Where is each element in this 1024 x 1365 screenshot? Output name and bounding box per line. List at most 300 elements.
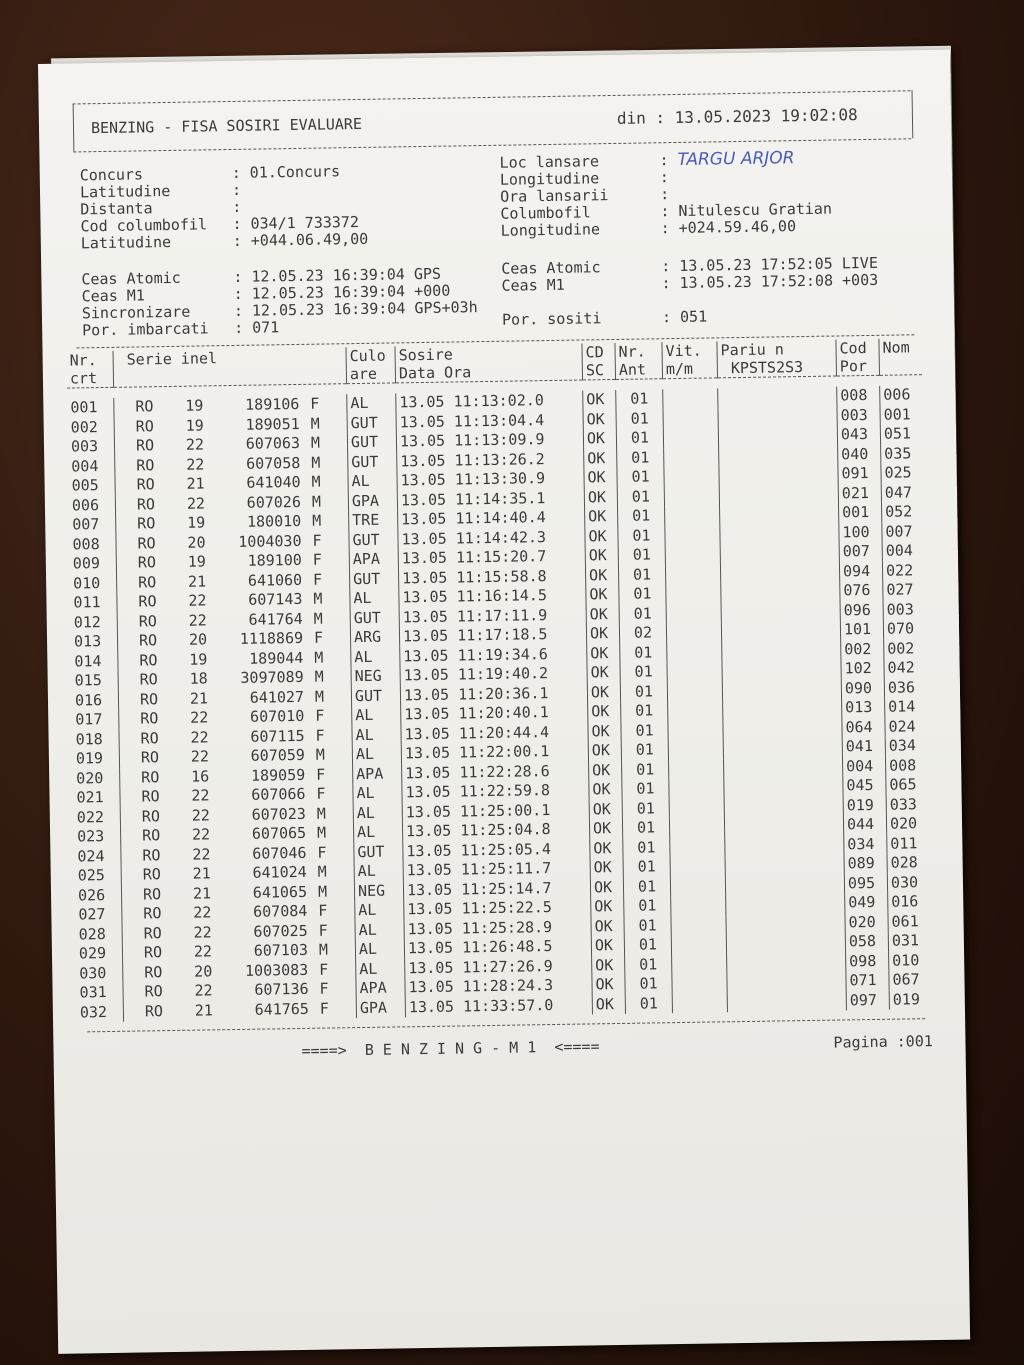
cell-cd: OK [584, 448, 617, 468]
cell-cd: OK [592, 955, 625, 975]
ring-year: 16 [191, 766, 210, 786]
cell-ant: 01 [625, 955, 672, 975]
ring-sex: M [311, 453, 321, 472]
cell-nom: 008 [885, 756, 928, 776]
cell-vit [671, 895, 726, 915]
cell-culoare: AL [354, 861, 403, 881]
ring-sex: F [318, 901, 328, 920]
cell-cod: 044 [843, 815, 886, 835]
cell-pariu [727, 971, 846, 992]
ring-year: 22 [191, 805, 210, 825]
cell-culoare: AL [353, 803, 402, 823]
cell-cd: OK [587, 663, 620, 683]
ring-country: RO [139, 689, 159, 708]
cell-cd: OK [590, 838, 623, 858]
ring-sex: M [317, 882, 328, 901]
cell-serie [123, 999, 356, 1022]
clock-left-value: 12.05.23 16:39:04 GPS+03h [251, 298, 478, 320]
cell-ant: 01 [620, 682, 667, 702]
cell-ant: 01 [624, 896, 671, 916]
cell-cod: 007 [839, 542, 882, 562]
ring-sex: M [313, 609, 323, 628]
ring-year: 22 [190, 747, 210, 766]
cell-culoare: APA [353, 764, 402, 784]
cell-culoare: GUT [347, 413, 396, 433]
ring-country: RO [136, 475, 155, 494]
cell-ant: 01 [623, 877, 670, 897]
cell-sosire: 13.05 11:14:42.3 [398, 527, 585, 549]
cell-nr: 008 [72, 534, 100, 554]
ring-year: 22 [191, 825, 211, 844]
cell-ant: 01 [622, 799, 669, 819]
ring-country: RO [144, 962, 163, 981]
cell-cod: 100 [839, 522, 882, 542]
cell-nom: 035 [881, 444, 924, 464]
clock-left-value: 071 [252, 318, 280, 337]
cell-nr: 030 [79, 963, 107, 982]
cell-nom: 036 [884, 678, 927, 698]
cell-culoare: AL [351, 647, 400, 667]
cell-nr: 018 [75, 729, 103, 748]
cell-nr: 019 [75, 749, 104, 768]
cell-cd: OK [586, 585, 619, 605]
cell-nr: 031 [79, 983, 107, 1002]
clock-right-key: Por. sositi [501, 309, 602, 329]
cell-culoare: NEG [354, 881, 403, 901]
info-right-value: TARGU ARJOR [677, 148, 795, 170]
cell-pariu [723, 718, 842, 739]
col-culoare: Culo are [346, 346, 396, 383]
ring-number: 607059 [250, 745, 306, 765]
cell-cod: 002 [841, 639, 884, 659]
ring-year: 21 [186, 474, 205, 493]
ring-sex: F [312, 570, 323, 589]
cell-culoare: AL [355, 939, 404, 959]
ring-number: 641065 [252, 882, 308, 902]
cell-pariu [722, 659, 841, 680]
cell-cod: 013 [842, 698, 885, 718]
cell-cd: OK [588, 702, 621, 722]
ring-country: RO [135, 416, 154, 436]
cell-cd: OK [586, 604, 619, 624]
cell-sosire: 13.05 11:17:18.5 [399, 624, 586, 646]
ring-sex: F [313, 628, 324, 647]
ring-year: 19 [189, 649, 208, 669]
info-right-sep: : [660, 219, 670, 238]
cell-pariu [718, 425, 837, 446]
cell-vit [669, 817, 724, 837]
ring-number: 641024 [252, 862, 307, 882]
cell-nr: 017 [75, 710, 103, 729]
cell-sosire: 13.05 11:20:40.1 [401, 702, 588, 724]
cell-cd: OK [592, 975, 625, 995]
cell-nom: 028 [887, 853, 930, 873]
cell-culoare: AL [355, 900, 404, 920]
col-sosire: Sosire Data Ora [395, 343, 583, 382]
ring-number: 189051 [245, 414, 300, 434]
ring-year: 21 [194, 1000, 214, 1020]
cell-nom: 004 [882, 541, 925, 561]
ring-year: 22 [192, 844, 211, 864]
info-right-line [501, 218, 833, 240]
cell-nr: 021 [76, 788, 104, 807]
cell-cd: OK [589, 799, 622, 819]
cell-pariu [720, 503, 839, 524]
ring-number: 1004030 [238, 531, 302, 551]
cell-nom: 006 [880, 385, 923, 405]
ring-country: RO [138, 592, 157, 611]
cell-nom: 003 [883, 600, 926, 620]
col-nom: Nom [879, 338, 922, 375]
print-datetime: din : 13.05.2023 19:02:08 [616, 105, 858, 128]
ring-sex: F [315, 726, 325, 745]
clock-right-line [502, 306, 879, 329]
ring-year: 22 [186, 493, 206, 513]
info-left-key: Distanta [80, 199, 153, 219]
ring-sex: F [315, 706, 325, 725]
cell-nr: 014 [74, 651, 102, 671]
cell-sosire: 13.05 11:25:11.7 [403, 858, 590, 880]
cell-cod: 064 [842, 717, 885, 737]
cell-sosire: 13.05 11:17:11.9 [399, 605, 586, 627]
cell-nr: 012 [73, 612, 102, 632]
cell-nom: 019 [889, 990, 932, 1010]
cell-culoare: AL [348, 471, 397, 491]
ring-sex: M [314, 667, 324, 686]
ring-sex: F [316, 784, 326, 803]
ring-country: RO [141, 826, 161, 845]
ring-country: RO [142, 865, 161, 884]
cell-nr: 013 [73, 632, 102, 651]
ring-sex: M [317, 862, 327, 881]
cell-cd: OK [589, 780, 622, 800]
ring-country: RO [137, 533, 156, 552]
cell-vit [672, 993, 727, 1013]
cell-ant: 01 [618, 545, 665, 565]
cell-ant: 01 [616, 389, 663, 409]
cell-cod: 043 [837, 425, 880, 445]
clock-right-key [502, 305, 662, 308]
cell-sosire: 13.05 11:13:04.4 [396, 410, 583, 432]
ring-year: 22 [191, 786, 210, 805]
info-right-key: Ora lansarii [500, 186, 609, 206]
cell-cod: 058 [845, 932, 888, 952]
cell-pariu [727, 952, 846, 973]
cell-pariu [720, 523, 839, 544]
ring-number: 607023 [251, 804, 306, 824]
cell-vit [663, 427, 718, 447]
cell-cd: OK [583, 409, 616, 429]
clock-right-sep: : [661, 308, 672, 327]
ring-country: RO [135, 436, 155, 455]
cell-vit [671, 934, 726, 954]
ring-number: 607115 [250, 726, 305, 746]
ring-sex: M [310, 433, 321, 452]
cell-vit [668, 739, 723, 759]
cell-pariu [726, 932, 845, 953]
ring-number: 607010 [249, 706, 305, 726]
cell-cod: 089 [844, 854, 887, 874]
ring-year: 22 [185, 435, 205, 454]
info-right-key: Columbofil [500, 203, 591, 223]
clock-left [81, 265, 478, 339]
ring-year: 22 [193, 942, 213, 961]
cell-pariu [721, 581, 840, 602]
cell-sosire: 13.05 11:25:22.5 [404, 897, 591, 919]
cell-culoare: AL [353, 783, 402, 803]
cell-cod: 095 [844, 873, 887, 893]
cell-pariu [722, 640, 841, 661]
ring-country: RO [140, 748, 160, 767]
cell-cd: OK [592, 994, 625, 1014]
cell-culoare: NEG [351, 666, 400, 686]
cell-ant: 01 [623, 838, 670, 858]
cell-culoare: AL [352, 744, 401, 764]
cell-nr: 032 [79, 1002, 108, 1021]
cell-pariu [726, 913, 845, 934]
cell-culoare: AL [355, 920, 404, 940]
cell-sosire: 13.05 11:13:02.0 [396, 390, 583, 412]
cell-sosire: 13.05 11:25:00.1 [402, 800, 589, 822]
ring-sex: M [311, 472, 321, 491]
col-cod: Cod Por [836, 339, 880, 376]
ring-number: 189100 [247, 550, 302, 570]
ring-year: 19 [185, 396, 204, 415]
cell-cod: 008 [837, 386, 880, 406]
ring-sex: F [312, 531, 322, 550]
cell-sosire: 13.05 11:28:24.3 [405, 975, 592, 997]
ring-country: RO [138, 611, 157, 630]
cell-nom: 024 [885, 717, 928, 737]
cell-vit [663, 388, 718, 408]
clock-right-value: 051 [679, 307, 708, 326]
ring-country: RO [144, 1001, 164, 1020]
cell-nom: 014 [885, 697, 928, 717]
cell-vit [664, 486, 719, 506]
info-left-key: Cod columbofil [80, 215, 208, 236]
cell-ant: 02 [619, 623, 666, 643]
cell-nr: 028 [78, 924, 106, 943]
cell-cd: OK [584, 468, 617, 488]
document-sheet [38, 50, 970, 1354]
cell-cd: OK [585, 565, 618, 585]
cell-culoare: GUT [349, 569, 398, 589]
cell-cod: 091 [838, 464, 881, 484]
cell-nr: 016 [74, 690, 103, 709]
ring-sex: F [317, 843, 327, 862]
cell-nr: 004 [71, 456, 99, 476]
cell-cd: OK [591, 897, 624, 917]
cell-culoare: AL [353, 822, 402, 842]
clock-left-sep: : [233, 284, 243, 303]
ring-number: 607025 [253, 921, 308, 941]
cell-sosire: 13.05 11:13:30.9 [397, 468, 584, 490]
cell-sosire: 13.05 11:20:44.4 [401, 722, 588, 744]
cell-cod: 097 [846, 990, 889, 1010]
cell-sosire: 13.05 11:25:04.8 [402, 819, 589, 841]
cell-ant: 01 [621, 701, 668, 721]
cell-ant: 01 [622, 779, 669, 799]
ring-year: 22 [188, 610, 207, 630]
clock-left-key: Sincronizare [81, 302, 191, 323]
info-left [80, 163, 369, 253]
ring-sex: M [316, 823, 327, 842]
cell-vit [670, 876, 725, 896]
info-left-key: Latitudine [79, 181, 171, 202]
cell-cd: OK [588, 741, 621, 761]
cell-vit [666, 622, 721, 642]
cell-nr: 011 [73, 593, 101, 612]
cell-culoare: APA [356, 978, 405, 998]
cell-vit [667, 661, 722, 681]
cell-vit [663, 408, 718, 428]
ring-number: 607058 [245, 453, 301, 473]
cell-nr: 023 [76, 827, 105, 846]
info-right-sep: : [659, 185, 670, 204]
cell-pariu [721, 620, 840, 641]
ring-number: 607103 [253, 940, 309, 960]
info-left-sep: : [232, 214, 242, 233]
clock-right-key: Ceas Atomic [501, 258, 601, 278]
clock-right-sep: : [661, 257, 671, 276]
ring-number: 607066 [251, 784, 306, 804]
ring-number: 641060 [247, 570, 303, 590]
clock-left-line [82, 316, 478, 339]
cell-nr: 027 [78, 905, 106, 924]
cell-pariu [725, 874, 844, 895]
ring-country: RO [142, 884, 162, 903]
cell-ant: 01 [616, 409, 663, 429]
cell-nr: 005 [71, 476, 99, 495]
cell-cod: 004 [842, 756, 885, 776]
page-number: Pagina :001 [833, 1032, 933, 1052]
ring-year: 22 [193, 903, 212, 922]
ring-year: 19 [185, 415, 204, 435]
cell-cod: 094 [839, 561, 882, 581]
cell-sosire: 13.05 11:13:09.9 [396, 429, 583, 451]
cell-ant: 01 [617, 467, 664, 487]
cell-ant: 01 [622, 818, 669, 838]
cell-sosire: 13.05 11:15:58.8 [398, 566, 585, 588]
cell-culoare: GPA [356, 998, 405, 1018]
cell-ant: 01 [621, 721, 668, 741]
ring-country: RO [137, 553, 157, 572]
cell-nom: 020 [886, 814, 929, 834]
cell-nom: 001 [880, 405, 923, 425]
cell-ant: 01 [616, 428, 663, 448]
ring-country: RO [144, 982, 163, 1001]
cell-vit [669, 798, 724, 818]
cell-cd: OK [585, 546, 618, 566]
ring-country: RO [143, 904, 162, 923]
cell-sosire: 13.05 11:19:34.6 [400, 644, 587, 666]
ring-number: 641765 [254, 999, 310, 1019]
ring-year: 21 [192, 864, 211, 883]
ring-year: 19 [187, 552, 206, 571]
cell-sosire: 13.05 11:25:14.7 [403, 878, 590, 900]
cell-ant: 01 [617, 487, 664, 507]
ring-sex: M [314, 648, 324, 667]
cell-nom: 016 [888, 892, 931, 912]
cell-cod: 019 [843, 795, 886, 815]
ring-year: 20 [194, 961, 213, 981]
ring-year: 20 [187, 532, 206, 552]
ring-year: 21 [192, 883, 212, 903]
cell-vit [664, 466, 719, 486]
cell-nr: 002 [70, 417, 98, 437]
col-vit: Vit. m/m [662, 341, 718, 378]
ring-year: 22 [188, 591, 207, 610]
ring-sex: M [316, 804, 326, 823]
cell-pariu [724, 815, 843, 836]
cell-vit [666, 583, 721, 603]
cell-cod: 098 [846, 951, 889, 971]
col-pariu: Pariu n KPSTS2S3 [717, 340, 837, 378]
cell-sosire: 13.05 11:22:00.1 [401, 741, 588, 763]
ring-country: RO [135, 397, 154, 416]
cell-ant: 01 [620, 662, 667, 682]
cell-sosire: 13.05 11:22:28.6 [402, 761, 589, 783]
cell-nom: 047 [881, 483, 924, 503]
ring-sex: M [318, 940, 329, 959]
cell-nr: 026 [77, 885, 106, 904]
clock-left-value: 12.05.23 16:39:04 +000 [251, 281, 451, 303]
cell-pariu [723, 737, 842, 758]
cell-nr: 009 [72, 554, 101, 573]
cell-nr: 022 [76, 807, 105, 826]
cell-pariu [719, 484, 838, 505]
cell-culoare: AL [347, 393, 396, 413]
cell-nom: 022 [882, 561, 925, 581]
cell-nr: 024 [77, 846, 105, 865]
ring-country: RO [139, 650, 158, 669]
cell-nom: 002 [884, 639, 927, 659]
cell-ant: 01 [621, 740, 668, 760]
cell-pariu [727, 991, 846, 1012]
cell-sosire: 13.05 11:25:28.9 [404, 917, 591, 939]
ring-country: RO [136, 455, 155, 475]
clock-right-value: 13.05.23 17:52:08 +003 [679, 270, 879, 292]
ring-number: 641040 [246, 472, 301, 492]
cell-pariu [719, 464, 838, 485]
ring-country: RO [139, 670, 158, 689]
cell-cod: 096 [840, 600, 883, 620]
info-right-key: Longitudine [500, 220, 601, 240]
ring-year: 22 [186, 454, 205, 474]
cell-ant: 01 [620, 643, 667, 663]
cell-pariu [723, 757, 842, 778]
cell-vit [667, 642, 722, 662]
info-right-key: Longitudine [499, 169, 600, 189]
ring-country: RO [143, 943, 163, 962]
ring-number: 3097089 [240, 667, 304, 687]
cell-cd: OK [583, 390, 616, 410]
cell-cd: OK [591, 916, 624, 936]
cell-cd: OK [590, 858, 623, 878]
cell-cod: 040 [838, 444, 881, 464]
cell-ant: 01 [618, 526, 665, 546]
cell-nr: 015 [74, 671, 102, 690]
cell-vit [672, 973, 727, 993]
cell-ant: 01 [617, 448, 664, 468]
clock-left-sep: : [233, 301, 244, 320]
cell-cd: OK [589, 819, 622, 839]
cell-pariu [718, 386, 837, 407]
info-left-sep: : [232, 231, 242, 250]
ring-year: 21 [187, 571, 207, 591]
clock-right-key: Ceas M1 [501, 275, 565, 295]
cell-sosire: 13.05 11:14:35.1 [397, 488, 584, 510]
